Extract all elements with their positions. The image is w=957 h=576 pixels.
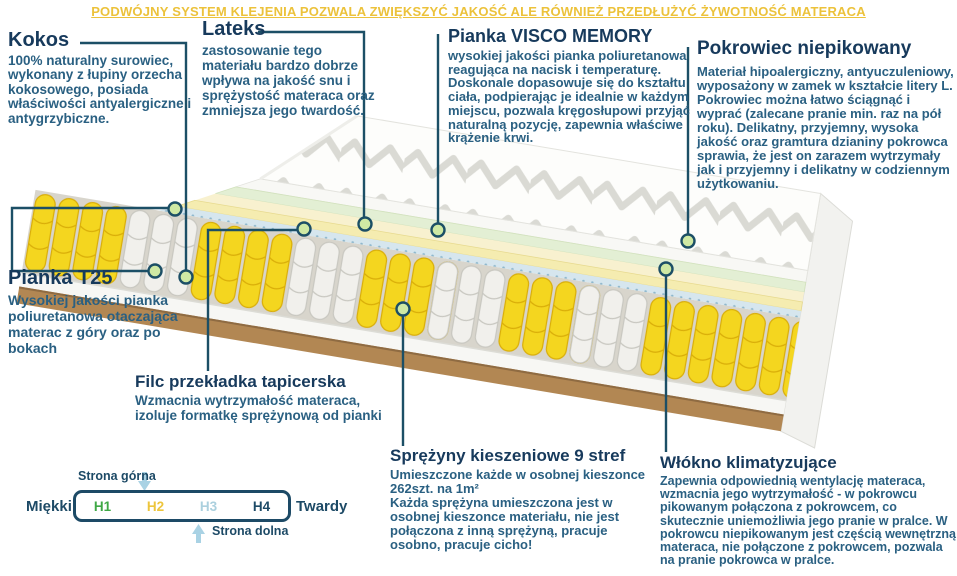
hardness-scale bbox=[73, 490, 291, 522]
section-pianka-t25-body: Wysokiej jakości pianka poliuretanowa otaczająca materac z góry oraz po bokach bbox=[8, 292, 178, 357]
section-pokrowiec bbox=[697, 39, 957, 191]
section-filc-body: Wzmacnia wytrzymałość materaca, izoluje formatkę sprężynową od pianki bbox=[135, 392, 382, 423]
arrow-up-icon bbox=[192, 524, 205, 543]
spring-zone-yellow bbox=[187, 218, 296, 317]
marker-pokrowiec-dot bbox=[682, 235, 695, 248]
section-pokrowiec-body: Materiał hipoalergiczny, antyuczuleniowy, wyposażony w zamek w kształcie litery L. Pokrowiec można łatwo ściągnąć i wyprać (zalecane pranie min. raz na pół roku). Delikatny, przyjemny, wysoka jakość oraz gramtura dzianiny pokrowca sprawia, że jest on zarazem wytrzymały jak i przyjemny i delikatny w codziennym użytkowaniu. bbox=[697, 63, 954, 192]
section-filc bbox=[135, 373, 395, 424]
section-pianka-t25-title: Pianka T25 bbox=[8, 267, 113, 289]
marker-sprezyny-dot bbox=[397, 303, 410, 316]
section-sprezyny-title: Sprężyny kieszeniowe 9 stref bbox=[390, 446, 626, 465]
section-pokrowiec-title: Pokrowiec niepikowany bbox=[697, 38, 912, 59]
marker-lateks-dot bbox=[359, 218, 372, 231]
section-lateks-body: zastosowanie tego materiału bardzo dobrze wpływa na jakość snu i sprężystość materaca oraz zmniejsza jego twardość. bbox=[202, 43, 375, 118]
scale-bottom-label: Strona dolna bbox=[212, 524, 289, 538]
section-lateks bbox=[202, 19, 378, 118]
section-pianka-t25 bbox=[8, 268, 186, 356]
section-kokos-body: 100% naturalny surowiec, wykonany z łupiny orzecha kokosowego, posiada właściwości antyalergiczne i antygrzybiczne. bbox=[8, 53, 192, 126]
marker-filc-dot bbox=[298, 223, 311, 236]
section-wlokno-body: Zapewnia odpowiednią wentylację materaca, wzmacnia jego wytrzymałość - w pokrowcu pikowanym połączona z pokrowcem, co skutecznie uniemożliwia jego pranie w pralce. W pokrowcu niepikowanym jest częścią wewnętrzną materaca, nie połączone z pokrowcem, pozwala na pranie pokrowca w pralce. bbox=[660, 473, 956, 568]
section-lateks-title: Lateks bbox=[202, 18, 266, 40]
section-pianka-visco-body: wysokiej jakości pianka poliuretanowa reagująca na nacisk i temperaturę. Doskonale dopasowuje się do kształtu ciała, podpierając je idealnie w każdym miejscu, pozwala kręgosłupowi przyjąć naturalną pozycję, zapewnia właściwe krążenie krwi. bbox=[448, 47, 691, 146]
section-sprezyny bbox=[390, 447, 658, 552]
scale-soft-label: Miękki bbox=[26, 498, 72, 515]
section-filc-title: Filc przekładka tapicerska bbox=[135, 372, 346, 391]
spring-zone-white bbox=[566, 281, 651, 376]
section-kokos bbox=[8, 30, 194, 126]
spring-zone-white bbox=[282, 233, 367, 328]
spring-zone-white bbox=[424, 257, 509, 352]
hardness-h3: H3 bbox=[199, 498, 218, 514]
hardness-h1: H1 bbox=[93, 498, 112, 514]
scale-top-label: Strona górna bbox=[78, 469, 156, 483]
section-wlokno bbox=[660, 454, 957, 568]
header-banner: PODWÓJNY SYSTEM KLEJENIA POZWALA ZWIĘKSZYĆ JAKOŚĆ ALE RÓWNIEŻ PRZEDŁUŻYĆ ŻYWOTNOŚĆ MATERACA bbox=[91, 4, 866, 19]
section-sprezyny-body2: Każda sprężyna umieszczona jest w osobnej kieszonce materiału, nie jest połączona z inną sprężyną, pracuje osobno, pracuje cicho! bbox=[390, 494, 620, 552]
section-pianka-visco bbox=[448, 27, 692, 145]
scale-hard-label: Twardy bbox=[296, 498, 348, 515]
section-wlokno-title: Włókno klimatyzujące bbox=[660, 453, 837, 472]
marker-t25-top-dot bbox=[169, 203, 182, 216]
section-sprezyny-body1: Umieszczone każde w osobnej kieszonce 262szt. na 1m² bbox=[390, 466, 646, 496]
hardness-h2: H2 bbox=[146, 498, 165, 514]
marker-wlokno-dot bbox=[660, 263, 673, 276]
section-kokos-title: Kokos bbox=[8, 29, 70, 51]
marker-visco-dot bbox=[432, 224, 445, 237]
hardness-h4: H4 bbox=[252, 498, 271, 514]
section-pianka-visco-title: Pianka VISCO MEMORY bbox=[448, 26, 653, 46]
